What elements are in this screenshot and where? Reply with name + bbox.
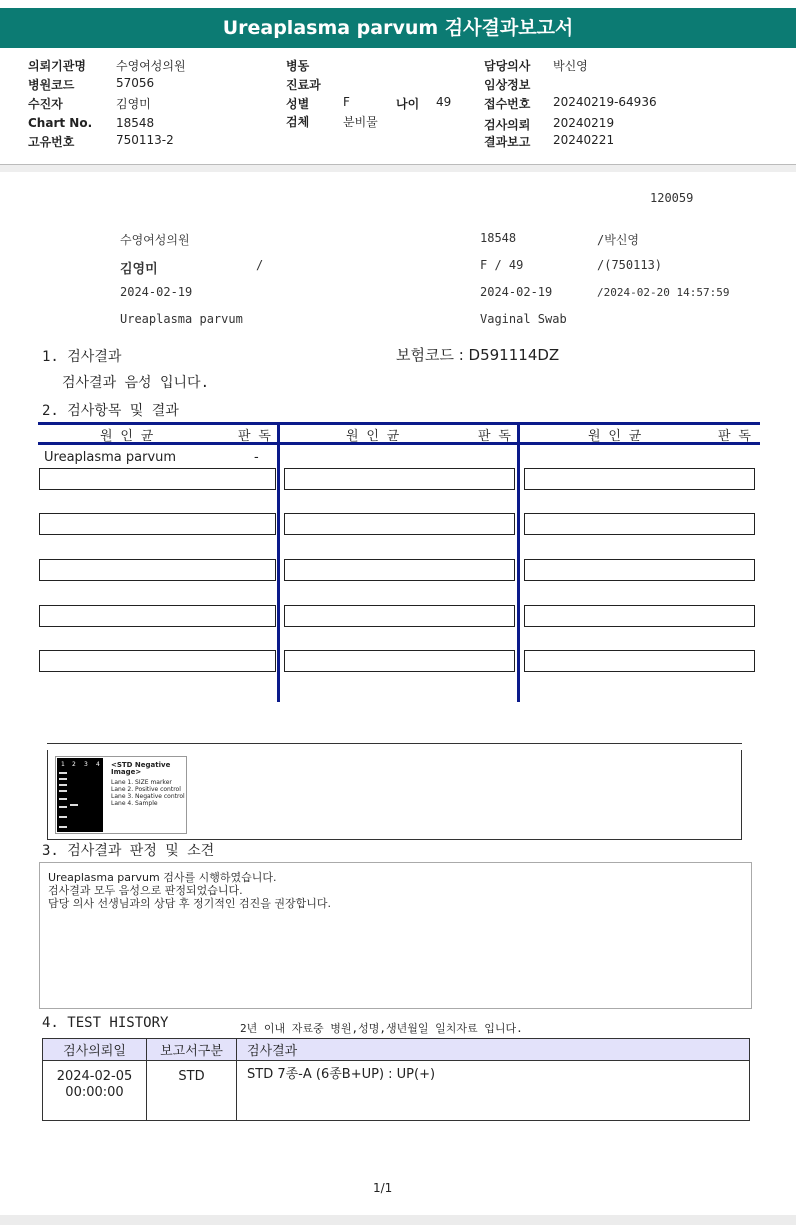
- empty-cell: [39, 605, 276, 627]
- report-date3: /2024-02-20 14:57:59: [597, 286, 730, 299]
- value-request-date: 20240219: [553, 116, 615, 130]
- gel-band: [59, 772, 67, 774]
- gel-caption: [111, 762, 186, 807]
- gel-legend-item: Lane 3. Negative control: [111, 793, 185, 800]
- value-specimen: 분비물: [343, 115, 378, 129]
- value-report-date: 20240221: [553, 133, 615, 147]
- opinion-box: [39, 862, 752, 1009]
- label-receipt-no: 접수번호: [484, 97, 531, 111]
- history-date: 2024-02-05: [56, 1069, 133, 1084]
- lane-number: 1: [61, 761, 65, 768]
- value-patient: 김영미: [116, 97, 151, 111]
- gel-band: [59, 790, 67, 792]
- report-hospital: 수영여성의원: [120, 233, 190, 247]
- section3-heading: 3. 검사결과 판정 및 소견: [42, 843, 215, 859]
- insurance-code: 보험코드 : D591114DZ: [396, 346, 560, 364]
- value-sex: F: [343, 95, 350, 109]
- gel-band: [59, 784, 67, 786]
- report-chart: 18548: [480, 231, 517, 245]
- label-department: 진료과: [286, 78, 321, 92]
- empty-cell: [524, 559, 755, 581]
- empty-cell: [524, 513, 755, 535]
- section1-result: 검사결과 음성 입니다.: [62, 375, 210, 391]
- report-test: Ureaplasma parvum: [120, 312, 243, 326]
- report-patient-slash: /: [256, 258, 264, 272]
- empty-cell: [284, 650, 515, 672]
- label-requesting-org: 의뢰기관명: [28, 59, 86, 73]
- lane-number: 3: [84, 761, 88, 768]
- report-title: Ureaplasma parvum 검사결과보고서: [0, 8, 796, 48]
- history-col-type: 보고서구분: [147, 1039, 237, 1061]
- gel-legend-item: Lane 4. Sample: [111, 800, 158, 807]
- gel-legend-item: Lane 2. Positive control: [111, 786, 181, 793]
- lane-number: 4: [96, 761, 100, 768]
- label-ward: 병동: [286, 59, 310, 73]
- history-result: STD 7종-A (6종B+UP) : UP(+): [237, 1061, 750, 1121]
- report-specimen: Vaginal Swab: [480, 312, 567, 326]
- value-age: 49: [436, 95, 452, 109]
- gel-band: [59, 826, 67, 828]
- label-unique-id: 고유번호: [28, 135, 75, 149]
- empty-cell: [284, 605, 515, 627]
- label-age: 나이: [396, 97, 420, 111]
- col-organism-1: 원 인 균: [100, 429, 154, 444]
- value-doctor: 박신영: [553, 59, 588, 73]
- empty-cell: [524, 605, 755, 627]
- history-col-result: 검사결과: [237, 1039, 750, 1061]
- table-row: [43, 1061, 750, 1121]
- std-negative-image: [55, 756, 187, 834]
- label-specimen: 검체: [286, 115, 310, 129]
- col-judgment-2: 판 독: [478, 429, 511, 444]
- history-time: 00:00:00: [65, 1085, 124, 1100]
- header-divider: [0, 164, 796, 172]
- value-chart-no: 18548: [116, 116, 155, 130]
- result-judgment: -: [254, 450, 259, 465]
- value-receipt-no: 20240219-64936: [553, 95, 657, 109]
- history-table: [42, 1038, 750, 1121]
- std-image-topline: [47, 743, 742, 744]
- gel-legend-item: Lane 1. SIZE marker: [111, 779, 172, 786]
- label-report-date: 결과보고: [484, 135, 531, 149]
- opinion-line: 검사결과 모두 음성으로 판정되었습니다.: [48, 884, 243, 897]
- gel-band: [59, 778, 67, 780]
- label-hospital-code: 병원코드: [28, 78, 75, 92]
- report-patient: 김영미: [120, 262, 158, 277]
- report-date1: 2024-02-19: [120, 285, 193, 299]
- value-unique-id: 750113-2: [116, 133, 174, 147]
- label-doctor: 담당의사: [484, 59, 531, 73]
- page-number: 1/1: [373, 1181, 393, 1195]
- col-judgment-3: 판 독: [718, 429, 751, 444]
- empty-cell: [39, 650, 276, 672]
- opinion-line: 담당 의사 선생님과의 상담 후 정기적인 검진을 권장합니다.: [48, 897, 331, 910]
- col-judgment-1: 판 독: [238, 429, 271, 444]
- value-hospital-code: 57056: [116, 76, 155, 90]
- grid-divider-1: [277, 422, 280, 702]
- label-clinical-info: 임상정보: [484, 78, 531, 92]
- page-bottom-strip: [0, 1215, 796, 1225]
- opinion-line: Ureaplasma parvum 검사를 시행하였습니다.: [48, 871, 277, 884]
- value-requesting-org: 수영여성의원: [116, 59, 186, 73]
- label-request-date: 검사의뢰: [484, 118, 531, 132]
- result-organism: Ureaplasma parvum: [44, 450, 177, 465]
- history-type: STD: [147, 1061, 237, 1121]
- label-sex: 성별: [286, 97, 310, 111]
- section2-heading: 2. 검사항목 및 결과: [42, 403, 179, 419]
- empty-cell: [39, 559, 276, 581]
- lane-number: 2: [72, 761, 76, 768]
- label-patient: 수진자: [28, 97, 63, 111]
- history-col-date: 검사의뢰일: [43, 1039, 147, 1061]
- empty-cell: [39, 468, 276, 490]
- section1-heading: 1. 검사결과: [42, 349, 122, 365]
- report-birth: /(750113): [597, 258, 663, 272]
- report-code: 120059: [650, 191, 694, 205]
- gel-title: <STD Negative Image>: [111, 761, 171, 776]
- empty-cell: [524, 468, 755, 490]
- col-organism-3: 원 인 균: [588, 429, 642, 444]
- col-organism-2: 원 인 균: [346, 429, 400, 444]
- empty-cell: [524, 650, 755, 672]
- label-chart-no: Chart No.: [28, 116, 93, 130]
- empty-cell: [39, 513, 276, 535]
- empty-cell: [284, 513, 515, 535]
- gel-band: [59, 806, 67, 808]
- empty-cell: [284, 468, 515, 490]
- grid-divider-2: [517, 422, 520, 702]
- empty-cell: [284, 559, 515, 581]
- section4-heading: 4. TEST HISTORY: [42, 1015, 169, 1031]
- gel-band: [59, 816, 67, 818]
- history-date-cell: [43, 1061, 147, 1121]
- gel-electrophoresis-image: [57, 758, 103, 832]
- gel-band: [59, 798, 67, 800]
- gel-band: [70, 804, 78, 806]
- report-doctor: /박신영: [597, 233, 640, 247]
- report-date2: 2024-02-19: [480, 285, 553, 299]
- report-sex-age: F / 49: [480, 258, 524, 272]
- history-note: 2년 이내 자료중 병원,성명,생년월일 일치자료 입니다.: [240, 1022, 523, 1035]
